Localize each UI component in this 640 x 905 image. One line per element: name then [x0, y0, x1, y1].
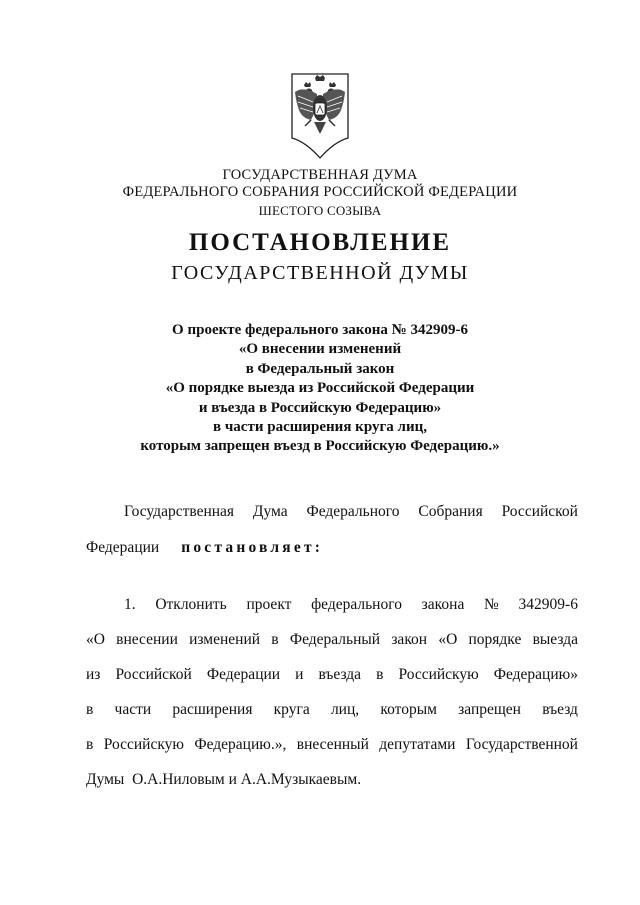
word: и — [295, 666, 304, 683]
subject-line: «О порядке выезда из Российской Федерации — [165, 380, 475, 397]
word: федерального — [311, 596, 402, 613]
word: закон — [391, 631, 428, 648]
word: «О — [86, 631, 105, 648]
word: въезда — [318, 666, 362, 683]
word: Федеральный — [289, 631, 381, 648]
word: расширения — [172, 701, 253, 718]
subject-line: О проекте федерального закона № 342909-6 — [172, 322, 468, 338]
word: в — [86, 736, 94, 753]
word: 342909-6 — [518, 596, 578, 613]
subject-line: «О внесении изменений — [238, 341, 402, 358]
word: Федерального — [306, 503, 400, 520]
word: депутатами — [379, 736, 456, 753]
clause-number: 1. — [124, 596, 136, 613]
word: Отклонить — [155, 596, 227, 613]
word: внесенный — [296, 736, 369, 753]
clause-1-line-5 — [86, 736, 578, 754]
word: въезд — [542, 701, 578, 718]
word: закона — [421, 596, 465, 613]
document-title: ПОСТАНОВЛЕНИЕ — [188, 229, 452, 256]
subject-line: и въезда в Российскую Федерацию» — [198, 399, 442, 416]
clause-1-line-4 — [86, 701, 578, 719]
convocation-line: ШЕСТОГО СОЗЫВА — [258, 203, 382, 218]
clause-1-line-3 — [86, 666, 578, 684]
word: Дума — [252, 503, 288, 520]
word: запрещен — [458, 701, 521, 718]
preamble-line-2 — [86, 539, 578, 557]
word: изменений — [189, 631, 261, 648]
word: части — [114, 701, 152, 718]
word: которым — [380, 701, 437, 718]
word: Государственная — [124, 503, 235, 520]
word: Российской — [115, 666, 192, 683]
issuer-line-1: ГОСУДАРСТВЕННАЯ ДУМА — [222, 167, 418, 183]
subject-line: которым запрещен въезд в Российскую Федерацию.» — [140, 438, 500, 455]
word: проект — [246, 596, 292, 613]
decree-word: постановляет: — [181, 539, 324, 556]
word: «О — [438, 631, 458, 648]
word: Российскую — [103, 736, 184, 753]
subject-block — [0, 321, 640, 457]
word: Российскую — [398, 666, 479, 683]
word: в — [271, 631, 279, 648]
clause-1-line-2 — [86, 631, 578, 649]
word: в — [86, 701, 94, 718]
word: выезда — [532, 631, 578, 648]
word: из — [86, 666, 101, 683]
word: в — [376, 666, 384, 683]
clause-1-line-6: Думы О.А.Ниловым и А.А.Музыкаевым. — [86, 771, 362, 788]
word: внесении — [116, 631, 178, 648]
preamble-line-1 — [124, 503, 578, 521]
issuer-line-2: ФЕДЕРАЛЬНОГО СОБРАНИЯ РОССИЙСКОЙ ФЕДЕРАЦИИ — [122, 184, 518, 200]
word: Собрания — [418, 503, 483, 520]
subject-line: в части расширения круга лиц, — [213, 419, 427, 436]
document-subtitle: ГОСУДАРСТВЕННОЙ ДУМЫ — [171, 262, 469, 284]
coat-of-arms-emblem — [289, 72, 351, 160]
word: Российской — [501, 503, 578, 520]
word: Федерацию» — [493, 666, 578, 683]
word: Государственной — [465, 736, 578, 753]
clause-1-line-1 — [124, 596, 578, 614]
subject-line: в Федеральный закон — [245, 360, 395, 377]
word: Федерации — [86, 539, 160, 556]
word: круга — [273, 701, 310, 718]
word: лиц, — [330, 701, 360, 718]
word: Федерации — [206, 666, 281, 683]
word: № — [484, 596, 499, 613]
word: порядке — [468, 631, 522, 648]
word: Федерацию.», — [194, 736, 287, 753]
